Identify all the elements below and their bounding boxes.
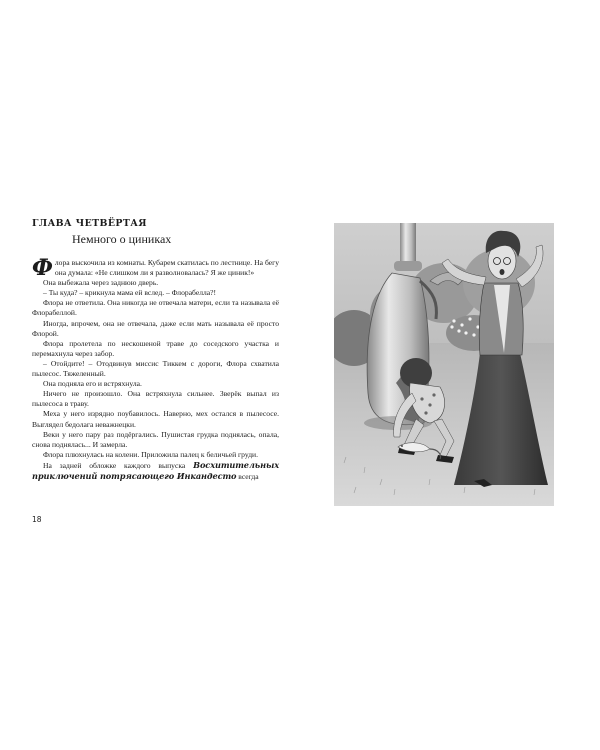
vacuum-pipe [400,223,416,263]
paragraph: – Отойдите! – Отодвинув миссис Тиккем с дороги, Флора схватила пылесос. Тяжеленный. [32,358,279,379]
chapter-body [32,255,279,482]
left-page-text [32,218,279,482]
chapter-title: ГЛАВА ЧЕТВЁРТАЯ [32,218,147,229]
drop-cap: Ф [32,255,53,281]
paragraph-text: На задней обложке каждого выпуска [43,460,194,470]
vacuum-joint [394,261,422,271]
paragraph: Флора не ответила. Она никогда не отвечала матери, если та называла её Флорабеллой. [32,298,279,318]
paragraph [32,255,279,281]
paragraph: Она выбежала через заднюю дверь. [43,278,159,288]
paragraph: Флора плюхнулась на колени. Приложила палец к беличьей груди. [43,449,259,459]
paragraph [32,460,279,482]
paragraph: Флора пролетела по нескошеной траве до соседского участка и перемахнула через забор. [32,338,279,358]
paragraph: Иногда, впрочем, она не отвечала, даже если мать называла её просто Флорой. [32,318,279,338]
chapter-subtitle: Немного о циниках [72,232,172,246]
paragraph: Она подняла его и встряхнула. [43,379,142,389]
mother-mouth [500,269,505,275]
paragraph: – Ты куда? – крикнула мама ей вслед. – Флорабелла?! [43,288,217,298]
paragraph-text: лора выскочила из комнаты. Кубарем скатилась по лестнице. На бегу она думала: «Не слишком ли я разволновалась? Я же циник!» [54,258,279,278]
paragraph: Веки у него пару раз подёргались. Пушистая грудка поднялась, опала, снова поднялась... И замерла. [32,429,279,449]
chapter-illustration [334,223,554,506]
comic-title-script: Восхитительных приключений потрясающего Инкандесто [32,459,279,481]
paragraph-text: всегда [236,471,259,481]
paragraph: Меха у него изрядно поубавилось. Наверно, мех остался в пылесосе. Выглядел бедолага неважнецки. [32,409,279,429]
paragraph: Ничего не произошло. Она встряхнула сильнее. Зверёк выпал из пылесоса в траву. [32,389,279,409]
page-number: 18 [32,515,42,524]
